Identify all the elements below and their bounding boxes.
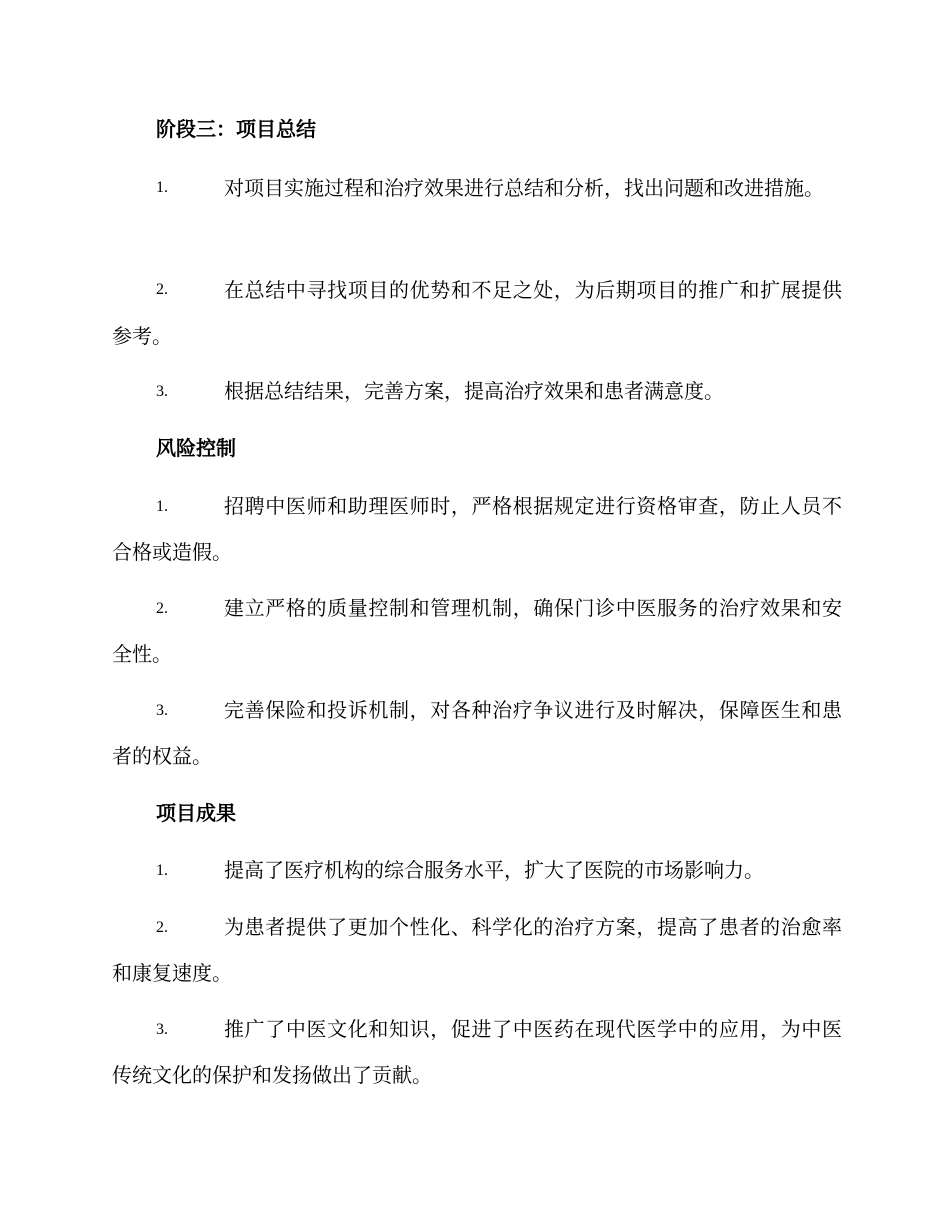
list-item-number: 1. xyxy=(156,498,168,515)
list-item-number: 3. xyxy=(156,383,168,400)
list-item-text: 完善保险和投诉机制，对各种治疗争议进行及时解决，保障医生和患者的权益。 xyxy=(112,698,842,768)
list-item-text: 推广了中医文化和知识，促进了中医药在现代医学中的应用，为中医传统文化的保护和发扬做出了贡献。 xyxy=(112,1017,842,1087)
list-item-text: 根据总结结果，完善方案，提高治疗效果和患者满意度。 xyxy=(224,379,724,403)
list-item-number: 2. xyxy=(156,600,168,617)
list-item-text: 为患者提供了更加个性化、科学化的治疗方案，提高了患者的治愈率和康复速度。 xyxy=(112,915,842,985)
list-item-text: 在总结中寻找项目的优势和不足之处，为后期项目的推广和扩展提供参考。 xyxy=(112,278,842,348)
list-item-number: 2. xyxy=(156,281,168,298)
section-heading-risk-control: 风险控制 xyxy=(156,436,236,460)
list-item-number: 3. xyxy=(156,702,168,719)
list-item-number: 1. xyxy=(156,179,168,196)
list-item-text: 建立严格的质量控制和管理机制，确保门诊中医服务的治疗效果和安全性。 xyxy=(112,596,842,666)
list-item-number: 2. xyxy=(156,919,168,936)
list-item-number: 3. xyxy=(156,1021,168,1038)
list-item-text: 提高了医疗机构的综合服务水平，扩大了医院的市场影响力。 xyxy=(224,858,764,882)
list-item-text: 招聘中医师和助理医师时，严格根据规定进行资格审查，防止人员不合格或造假。 xyxy=(112,494,842,564)
section-heading-stage-three: 阶段三：项目总结 xyxy=(156,117,316,141)
list-item-number: 1. xyxy=(156,862,168,879)
list-item-text: 对项目实施过程和治疗效果进行总结和分析，找出问题和改进措施。 xyxy=(224,176,824,200)
section-heading-project-results: 项目成果 xyxy=(156,801,236,825)
